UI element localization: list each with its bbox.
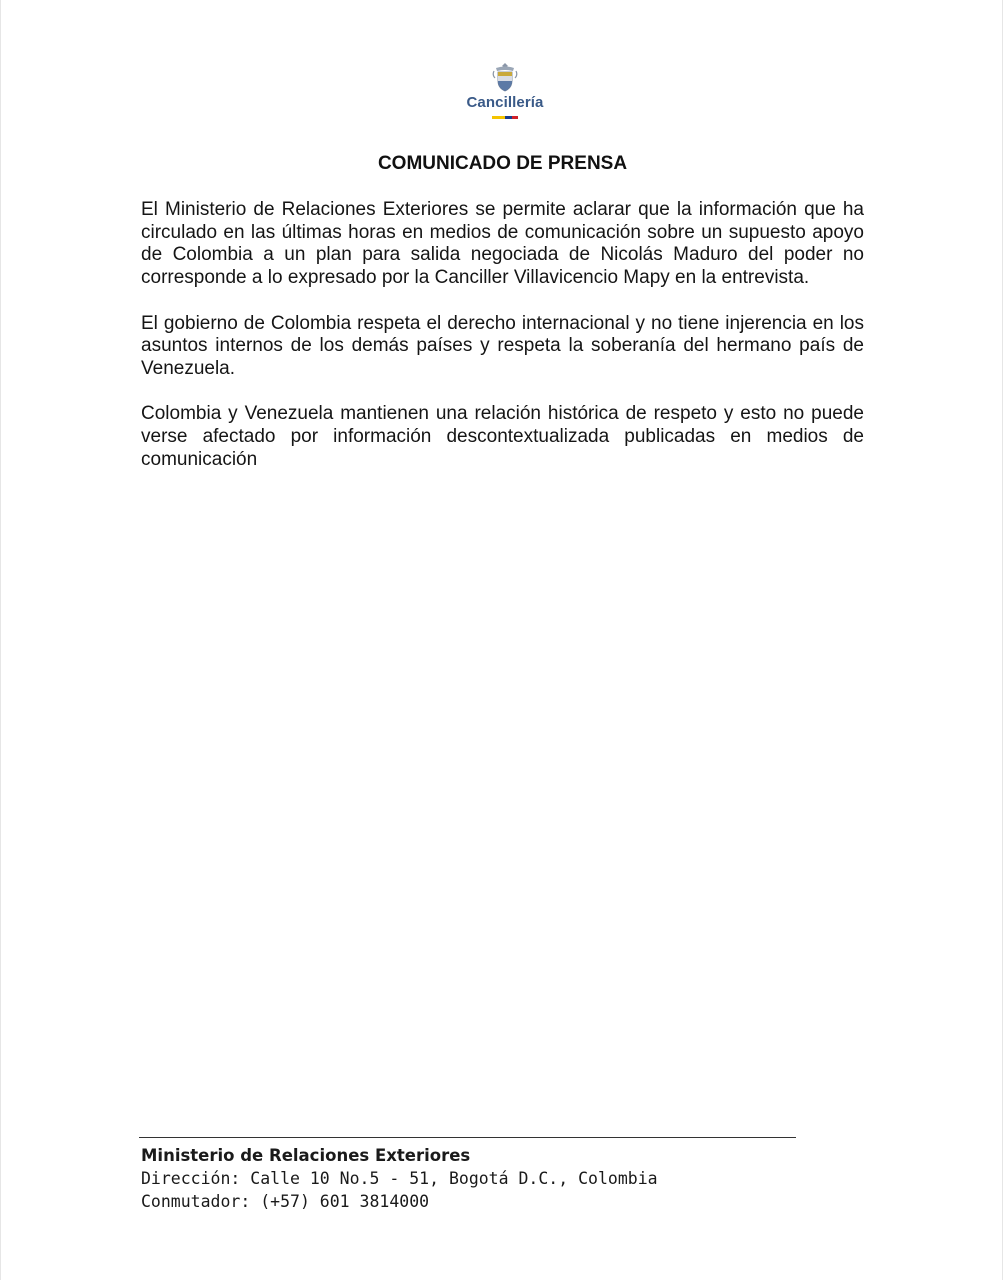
footer-organization: Ministerio de Relaciones Exteriores: [141, 1146, 471, 1165]
flag-yellow-stripe: [492, 116, 505, 119]
document-body: [141, 199, 864, 494]
paragraph-1: El Ministerio de Relaciones Exteriores se permite aclarar que la información que ha circulado en las últimas horas en medios de comunicación sobre un supuesto apoyo de Colombia a un plan para salida negociada de Nicolás Maduro del poder no corresponde a lo expresado por la Canciller Villavicencio Mapy en la entrevista.: [141, 199, 864, 289]
flag-red-stripe: [512, 116, 519, 119]
footer-divider: [139, 1137, 796, 1138]
footer-address: Dirección: Calle 10 No.5 - 51, Bogotá D.C., Colombia: [141, 1169, 658, 1188]
logo-text: Cancillería: [466, 94, 544, 111]
footer: [141, 1144, 841, 1213]
paragraph-2: El gobierno de Colombia respeta el derecho internacional y no tiene injerencia en los asuntos internos de los demás países y respeta la soberanía del hermano país de Venezuela.: [141, 312, 864, 379]
cancilleria-logo: [453, 62, 557, 119]
document-title: COMUNICADO DE PRENSA: [377, 153, 628, 174]
footer-phone: Conmutador: (+57) 601 3814000: [141, 1192, 430, 1211]
flag-bar: [492, 116, 518, 119]
coat-of-arms-icon: [492, 62, 518, 92]
paragraph-3: Colombia y Venezuela mantienen una relación histórica de respeto y esto no puede verse afectado por información descontextualizada publicadas en medios de comunicación: [141, 403, 864, 470]
